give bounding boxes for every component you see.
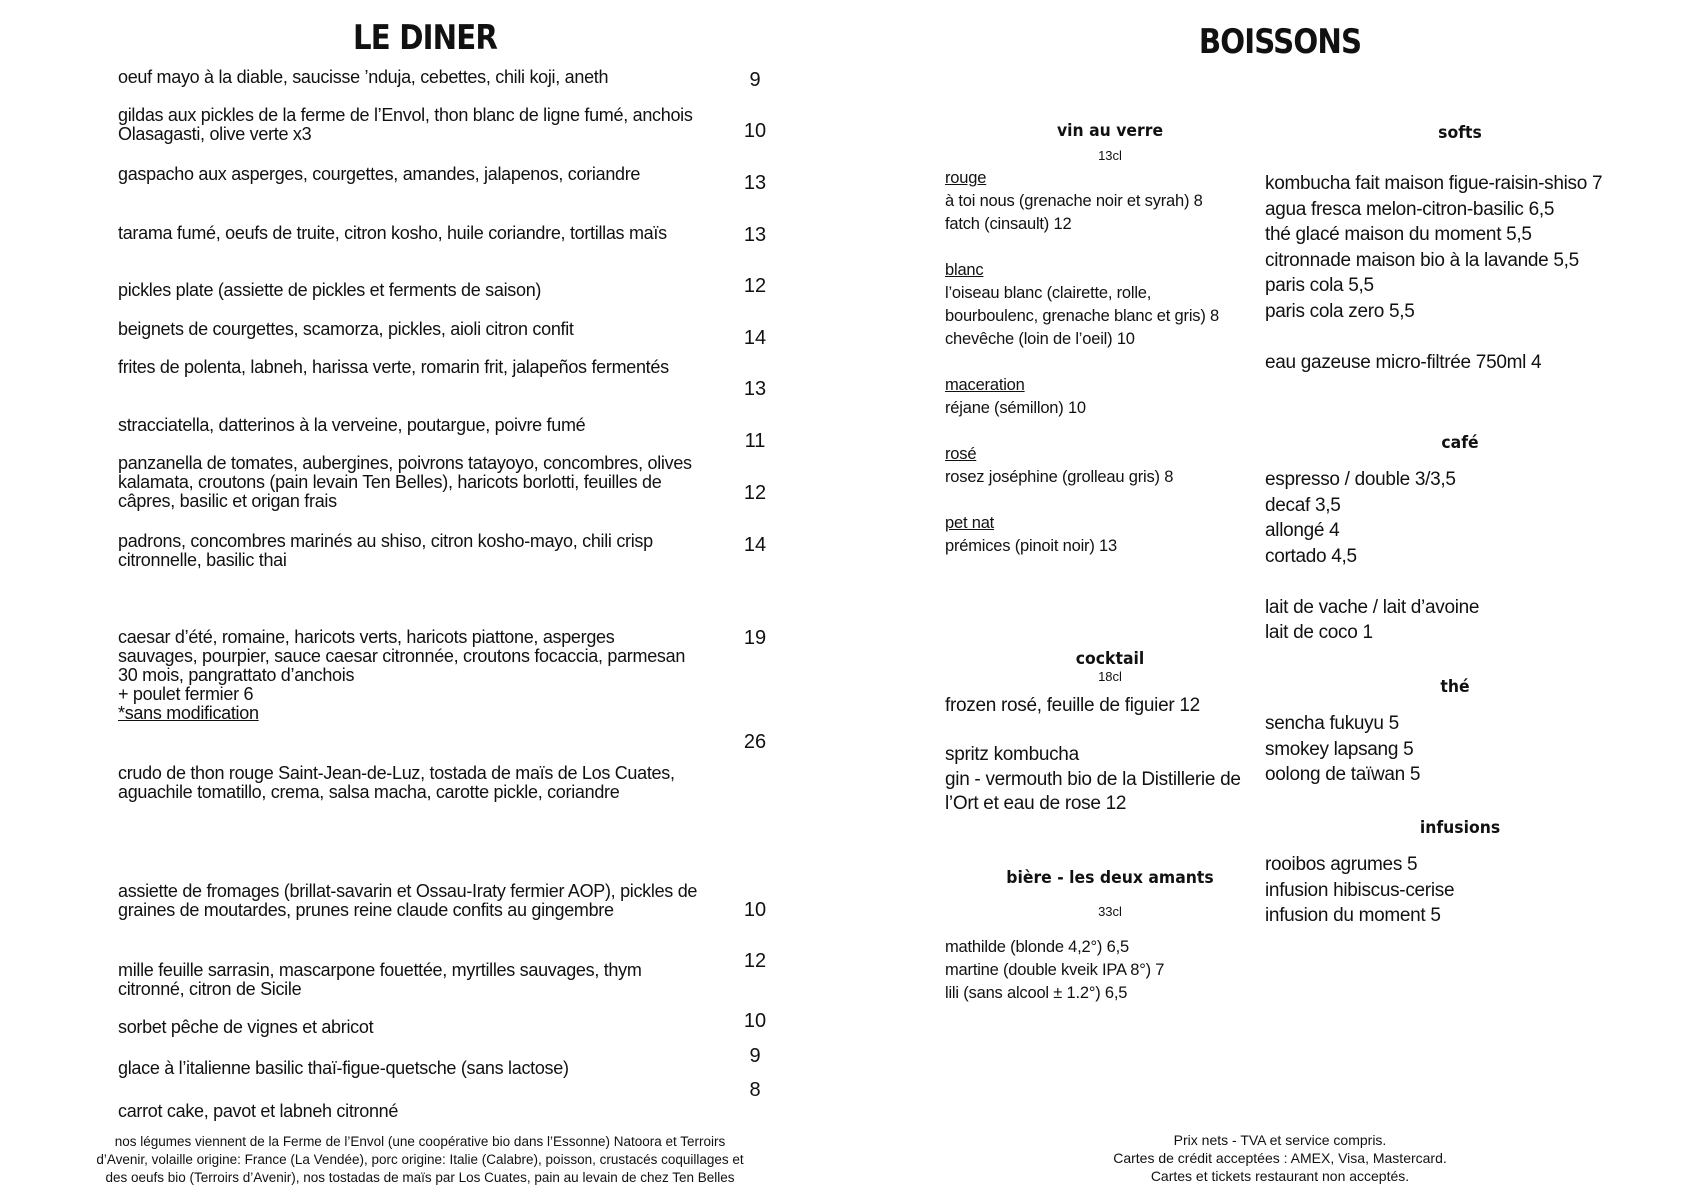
dish-price: 12 (743, 482, 767, 504)
wine-category: pet nat (945, 514, 995, 532)
drink-item: prémices (pinoit noir) 13 (945, 537, 1117, 555)
dish-text: caesar d’été, romaine, haricots verts, haricots piattone, asperges sauvages, pourpier, sauce caesar citronnée, croutons focaccia, parmesan 30 mois, pangrattato d’anchois (118, 627, 686, 685)
drink-item: smokey lapsang 5 (1265, 738, 1414, 760)
dish-description (118, 281, 698, 300)
dish-text: assiette de fromages (brillat-savarin et Ossau-Iraty fermier AOP), pickles de graines de moutardes, prunes reine claude confits au gingembre (118, 881, 698, 920)
drink-item: oolong de taïwan 5 (1265, 764, 1421, 785)
dish-price: 26 (743, 731, 767, 753)
cocktail-list (945, 694, 1241, 817)
dish-text: stracciatella, datterinos à la verveine, poutargue, poivre fumé (118, 415, 586, 435)
drink-item: allongé 4 (1265, 520, 1340, 541)
footer-line: des oeufs bio (Terroirs d’Avenir), nos tostadas de maïs par Los Cuates, pain au levain de chez Ten Belles (105, 1170, 735, 1185)
infusions-heading: infusions (1419, 818, 1501, 838)
drink-item: cortado 4,5 (1265, 545, 1357, 567)
drink-item: frozen rosé, feuille de figuier 12 (945, 695, 1200, 716)
drink-item: agua fresca melon-citron-basilic 6,5 (1265, 198, 1555, 220)
wine-category: blanc (945, 261, 984, 279)
drink-item (945, 236, 1219, 259)
drink-item: paris cola zero 5,5 (1265, 300, 1415, 322)
footer-line: Cartes de crédit acceptées : AMEX, Visa, Mastercard. (1113, 1150, 1447, 1166)
diner-title: LE DINER (352, 18, 498, 58)
vin-au-verre-heading: vin au verre (1056, 121, 1164, 141)
dish-description (118, 882, 698, 920)
diner-footer (30, 1133, 810, 1187)
dish-description (118, 454, 698, 511)
dish-price: 13 (743, 224, 767, 246)
dish-price: 10 (743, 899, 767, 921)
dish-text: crudo de thon rouge Saint-Jean-de-Luz, tostada de maïs de Los Cuates, aguachile tomatillo, crema, salsa macha, carotte pickle, coriandre (118, 763, 675, 802)
dish-text: gildas aux pickles de la ferme de l’Envol, thon blanc de ligne fumé, anchois Olasagasti, olive verte x3 (118, 105, 693, 144)
dish-price: 10 (743, 1010, 767, 1032)
dish-description (118, 961, 698, 999)
dish-description (118, 1059, 698, 1078)
wine-category: rosé (945, 445, 977, 463)
drink-item: sencha fukuyu 5 (1265, 713, 1399, 734)
dish-description (118, 764, 698, 802)
dish-text: tarama fumé, oeufs de truite, citron kosho, huile coriandre, tortillas maïs (118, 223, 667, 243)
boissons-title: BOISSONS (1198, 22, 1362, 62)
drink-item: lili (sans alcool ± 1.2°) 6,5 (945, 984, 1128, 1002)
drink-item: infusion du moment 5 (1265, 905, 1441, 926)
drink-item: martine (double kveik IPA 8°) 7 (945, 961, 1165, 979)
drink-item: bourboulenc, grenache blanc et gris) 8 (945, 307, 1219, 325)
boissons-footer (1080, 1131, 1480, 1185)
vin-volume: 13cl (1098, 148, 1122, 163)
drink-item: rosez joséphine (grolleau gris) 8 (945, 468, 1174, 486)
the-heading: thé (1440, 677, 1470, 697)
footer-line: d’Avenir, volaille origine: France (La Vendée), porc origine: Italie (Calabre), poisson, crustacés coquillages et (96, 1152, 744, 1167)
dish-price: 11 (744, 430, 766, 452)
drink-item: infusion hibiscus-cerise (1265, 879, 1455, 901)
drink-item: à toi nous (grenache noir et syrah) 8 (945, 192, 1203, 210)
drink-item: citronnade maison bio à la lavande 5,5 (1265, 249, 1579, 271)
dish-price: 13 (743, 172, 767, 194)
dish-text: beignets de courgettes, scamorza, pickles, aioli citron confit (118, 319, 574, 339)
cafe-list (1265, 467, 1479, 646)
drink-item: decaf 3,5 (1265, 494, 1341, 516)
dish-price: 9 (749, 1045, 761, 1067)
dish-note: *sans modification (118, 703, 259, 723)
dish-text: carrot cake, pavot et labneh citronné (118, 1101, 399, 1121)
drink-item: chevêche (loin de l’oeil) 10 (945, 330, 1135, 348)
dish-price: 14 (743, 327, 767, 349)
softs-list (1265, 171, 1602, 375)
drink-item: fatch (cinsault) 12 (945, 215, 1072, 233)
dish-text: glace à l’italienne basilic thaï-figue-quetsche (sans lactose) (118, 1058, 569, 1078)
dish-description (118, 68, 698, 87)
wine-category: rouge (945, 169, 987, 187)
drink-item: lait de vache / lait d’avoine (1265, 596, 1480, 618)
cocktail-heading: cocktail (1075, 649, 1145, 669)
footer-line: Prix nets - TVA et service compris. (1173, 1132, 1387, 1148)
vin-list (945, 167, 1219, 558)
dish-price: 10 (743, 120, 767, 142)
drink-item: l’Ort et eau de rose 12 (945, 793, 1127, 814)
dish-price: 9 (749, 69, 761, 91)
biere-volume: 33cl (1098, 904, 1122, 919)
drink-item: rooibos agrumes 5 (1265, 854, 1418, 875)
dish-extra: + poulet fermier 6 (118, 684, 254, 704)
dish-description (118, 416, 698, 435)
biere-heading: bière - les deux amants (1006, 868, 1214, 888)
drink-item: mathilde (blonde 4,2°) 6,5 (945, 938, 1129, 956)
dish-price: 14 (743, 534, 767, 556)
drink-item: spritz kombucha (945, 744, 1079, 765)
dish-description (118, 106, 698, 144)
dish-description (118, 628, 698, 723)
drink-item: l’oiseau blanc (clairette, rolle, (945, 284, 1152, 302)
dish-text: padrons, concombres marinés au shiso, citron kosho-mayo, chili crisp citronnelle, basilic thai (118, 531, 653, 570)
dish-price: 19 (743, 627, 767, 649)
drink-item: gin - vermouth bio de la Distillerie de (945, 768, 1241, 790)
dish-text: frites de polenta, labneh, harissa verte, romarin frit, jalapeños fermentés (118, 357, 669, 377)
drink-item: thé glacé maison du moment 5,5 (1265, 224, 1532, 245)
drink-item (945, 489, 1219, 512)
dish-text: mille feuille sarrasin, mascarpone fouettée, myrtilles sauvages, thym citronné, citron de Sicile (118, 960, 642, 999)
dish-description (118, 358, 698, 377)
dish-text: sorbet pêche de vignes et abricot (118, 1017, 374, 1037)
drink-item: réjane (sémillon) 10 (945, 399, 1086, 417)
dish-description (118, 532, 698, 570)
dish-text: oeuf mayo à la diable, saucisse ’nduja, cebettes, chili koji, aneth (118, 67, 609, 87)
drink-item: paris cola 5,5 (1265, 275, 1374, 296)
dish-price: 12 (743, 275, 767, 297)
drink-item: espresso / double 3/3,5 (1265, 469, 1456, 490)
drink-item (1265, 569, 1479, 595)
dish-description (118, 165, 698, 184)
dish-text: pickles plate (assiette de pickles et ferments de saison) (118, 280, 542, 300)
drink-item: eau gazeuse micro-filtrée 750ml 4 (1265, 351, 1542, 373)
drink-item (945, 351, 1219, 374)
drink-item (1265, 324, 1602, 350)
cafe-heading: café (1441, 433, 1479, 453)
dish-description (118, 1018, 698, 1037)
dish-price: 8 (749, 1079, 761, 1101)
dish-text: gaspacho aux asperges, courgettes, amandes, jalapenos, coriandre (118, 164, 641, 184)
biere-list (945, 936, 1164, 1005)
the-list (1265, 711, 1420, 788)
dish-text: panzanella de tomates, aubergines, poivrons tatayoyo, concombres, olives kalamata, croutons (pain levain Ten Belles), haricots borlotti, feuilles de câpres, basilic et origan frais (118, 453, 692, 511)
dish-description (118, 320, 698, 339)
footer-line: Cartes et tickets restaurant non acceptés. (1150, 1168, 1410, 1184)
dish-description (118, 1102, 698, 1121)
drink-item: lait de coco 1 (1265, 622, 1373, 643)
wine-category: maceration (945, 376, 1025, 394)
drink-item (945, 719, 1241, 744)
drink-item (945, 420, 1219, 443)
dish-price: 12 (743, 950, 767, 972)
softs-heading: softs (1438, 123, 1482, 143)
drink-item: kombucha fait maison figue-raisin-shiso 7 (1265, 173, 1603, 194)
dish-price: 13 (743, 378, 767, 400)
cocktail-volume: 18cl (1098, 669, 1122, 684)
footer-line: nos légumes viennent de la Ferme de l’Envol (une coopérative bio dans l’Essonne) Natoora et Terroirs (114, 1134, 726, 1149)
dish-description (118, 224, 698, 243)
infusions-list (1265, 852, 1454, 929)
